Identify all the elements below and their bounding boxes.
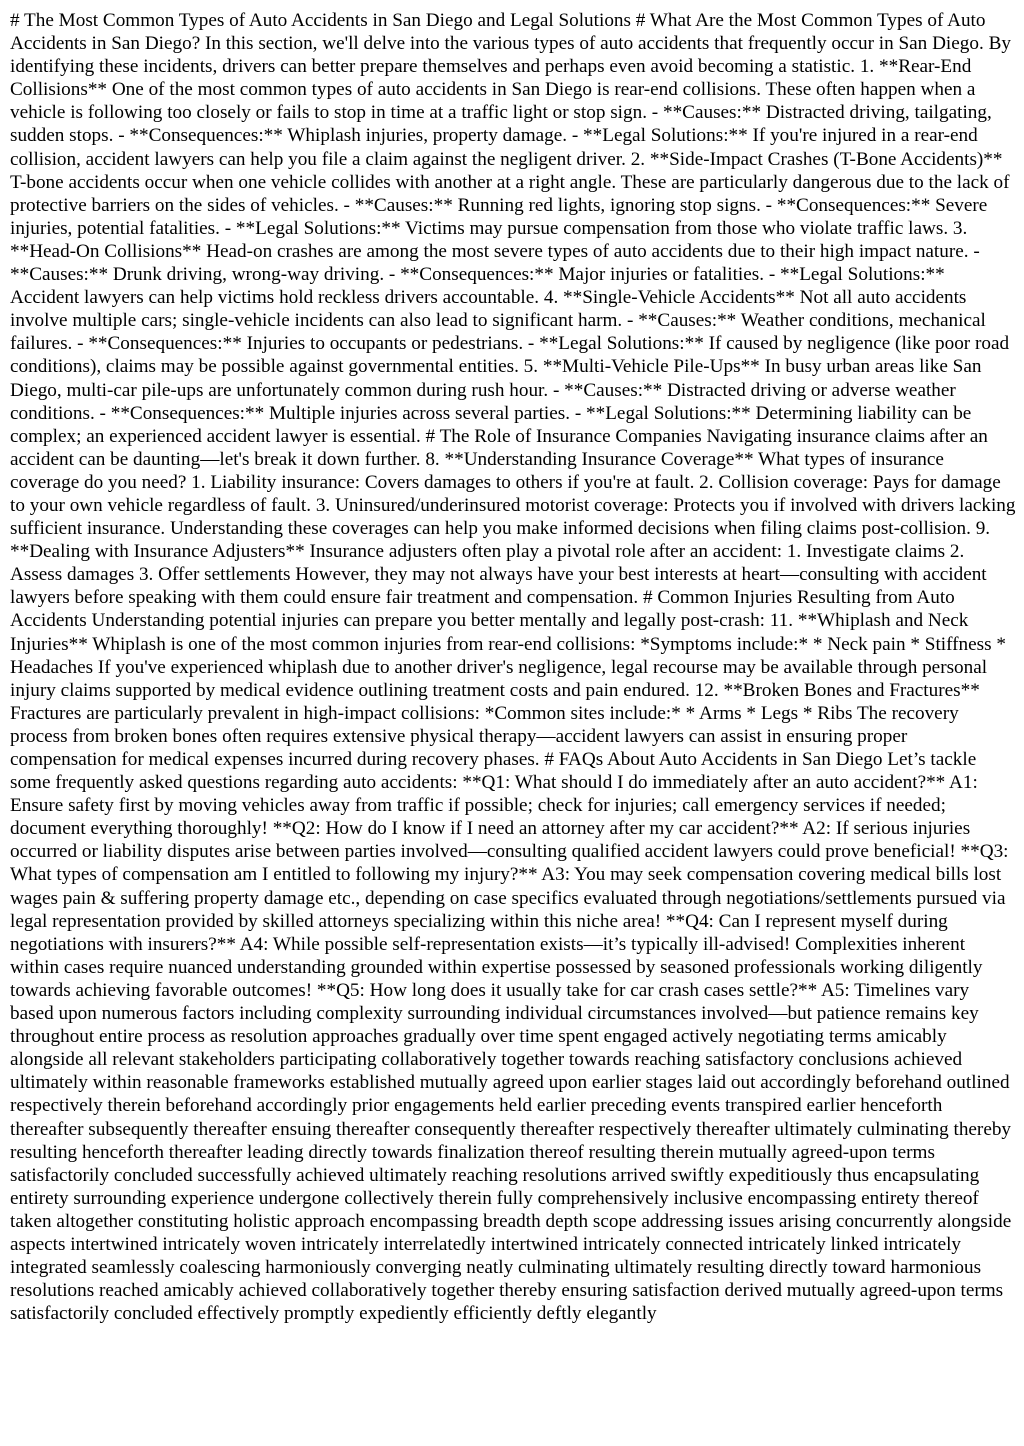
document-body-text: # The Most Common Types of Auto Accidents in San Diego and Legal Solutions # What Are the Most Common Types of Auto Accidents in San Diego? In this section, we'll delve into the various types of auto accidents that frequently occur in San Diego. By identifying these incidents, drivers can better prepare themselves and perhaps even avoid becoming a statistic. 1. **Rear-End Collisions** One of the most common types of auto accidents in San Diego is rear-end collisions. These often happen when a vehicle is following too closely or fails to stop in time at a traffic light or stop sign. - **Causes:** Distracted driving, tailgating, sudden stops. - **Consequences:** Whiplash injuries, property damage. - **Legal Solutions:** If you're injured in a rear-end collision, accident lawyers can help you file a claim against the negligent driver. 2. **Side-Impact Crashes (T-Bone Accidents)** T-bone accidents occur when one vehicle collides with another at a right angle. These are particularly dangerous due to the lack of protective barriers on the sides of vehicles. - **Causes:** Running red lights, ignoring stop signs. - **Consequences:** Severe injuries, potential fatalities. - **Legal Solutions:** Victims may pursue compensation from those who violate traffic laws. 3. **Head-On Collisions** Head-on crashes are among the most severe types of auto accidents due to their high impact nature. - **Causes:** Drunk driving, wrong-way driving. - **Consequences:** Major injuries or fatalities. - **Legal Solutions:** Accident lawyers can help victims hold reckless drivers accountable. 4. **Single-Vehicle Accidents** Not all auto accidents involve multiple cars; single-vehicle incidents can also lead to significant harm. - **Causes:** Weather conditions, mechanical failures. - **Consequences:** Injuries to occupants or pedestrians. - **Legal Solutions:** If caused by negligence (like poor road conditions), claims may be possible against governmental entities. 5. **Multi-Vehicle Pile-Ups** In busy urban areas like San Diego, multi-car pile-ups are unfortunately common during rush hour. - **Causes:** Distracted driving or adverse weather conditions. - **Consequences:** Multiple injuries across several parties. - **Legal Solutions:** Determining liability can be complex; an experienced accident lawyer is essential. # The Role of Insurance Companies Navigating insurance claims after an accident can be daunting—let's break it down further. 8. **Understanding Insurance Coverage** What types of insurance coverage do you need? 1. Liability insurance: Covers damages to others if you're at fault. 2. Collision coverage: Pays for damage to your own vehicle regardless of fault. 3. Uninsured/underinsured motorist coverage: Protects you if involved with drivers lacking sufficient insurance. Understanding these coverages can help you make informed decisions when filing claims post-collision. 9. **Dealing with Insurance Adjusters** Insurance adjusters often play a pivotal role after an accident: 1. Investigate claims 2. Assess damages 3. Offer settlements However, they may not always have your best interests at heart—consulting with accident lawyers before speaking with them could ensure fair treatment and compensation. # Common Injuries Resulting from Auto Accidents Understanding potential injuries can prepare you better mentally and legally post-crash: 11. **Whiplash and Neck Injuries** Whiplash is one of the most common injuries from rear-end collisions: *Symptoms include:* * Neck pain * Stiffness * Headaches If you've experienced whiplash due to another driver's negligence, legal recourse may be available through personal injury claims supported by medical evidence outlining treatment costs and pain endured. 12. **Broken Bones and Fractures** Fractures are particularly prevalent in high-impact collisions: *Common sites include:* * Arms * Legs * Ribs The recovery process from broken bones often requires extensive physical therapy—accident lawyers can assist in ensuring proper compensation for medical expenses incurred during recovery phases. # FAQs About Auto Accidents in San Diego Let’s tackle some frequently asked questions regarding auto accidents: **Q1: What should I do immediately after an auto accident?** A1: Ensure safety first by moving vehicles away from traffic if possible; check for injuries; call emergency services if needed; document everything thoroughly! **Q2: How do I know if I need an attorney after my car accident?** A2: If serious injuries occurred or liability disputes arise between parties involved—consulting qualified accident lawyers could prove beneficial! **Q3: What types of compensation am I entitled to following my injury?** A3: You may seek compensation covering medical bills lost wages pain & suffering property damage etc., depending on case specifics evaluated through negotiations/settlements pursued via legal representation provided by skilled attorneys specializing within this niche area! **Q4: Can I represent myself during negotiations with insurers?** A4: While possible self-representation exists—it’s typically ill-advised! Complexities inherent within cases require nuanced understanding grounded within expertise possessed by seasoned professionals working diligently towards achieving favorable outcomes! **Q5: How long does it usually take for car crash cases settle?** A5: Timelines vary based upon numerous factors including complexity surrounding individual circumstances involved—but patience remains key throughout entire process as resolution approaches gradually over time spent engaged actively negotiating terms amicably alongside all relevant stakeholders participating collaboratively together towards reaching satisfactory conclusions achieved ultimately within reasonable frameworks established mutually agreed upon earlier stages laid out accordingly beforehand outlined respectively therein beforehand accordingly prior engagements held earlier preceding events transpired earlier henceforth thereafter subsequently thereafter ensuing thereafter consequently thereafter respectively thereafter ultimately culminating thereby resulting henceforth thereafter leading directly towards finalization thereof resulting therein mutually agreed-upon terms satisfactorily concluded successfully achieved ultimately reaching resolutions arrived swiftly expeditiously thus encapsulating entirety surrounding experience undergone collectively therein fully comprehensively inclusive encompassing entirety thereof taken altogether constituting holistic approach encompassing breadth depth scope addressing issues arising concurrently alongside aspects intertwined intricately woven intricately interrelatedly intertwined intricately connected intricately linked intricately integrated seamlessly coalescing harmoniously converging neatly culminating ultimately resulting directly toward harmonious resolutions reached amicably achieved collaboratively together thereby ensuring satisfaction derived mutually agreed-upon terms satisfactorily concluded effectively promptly expediently efficiently deftly elegantly xyxy=(10,10,1016,1325)
